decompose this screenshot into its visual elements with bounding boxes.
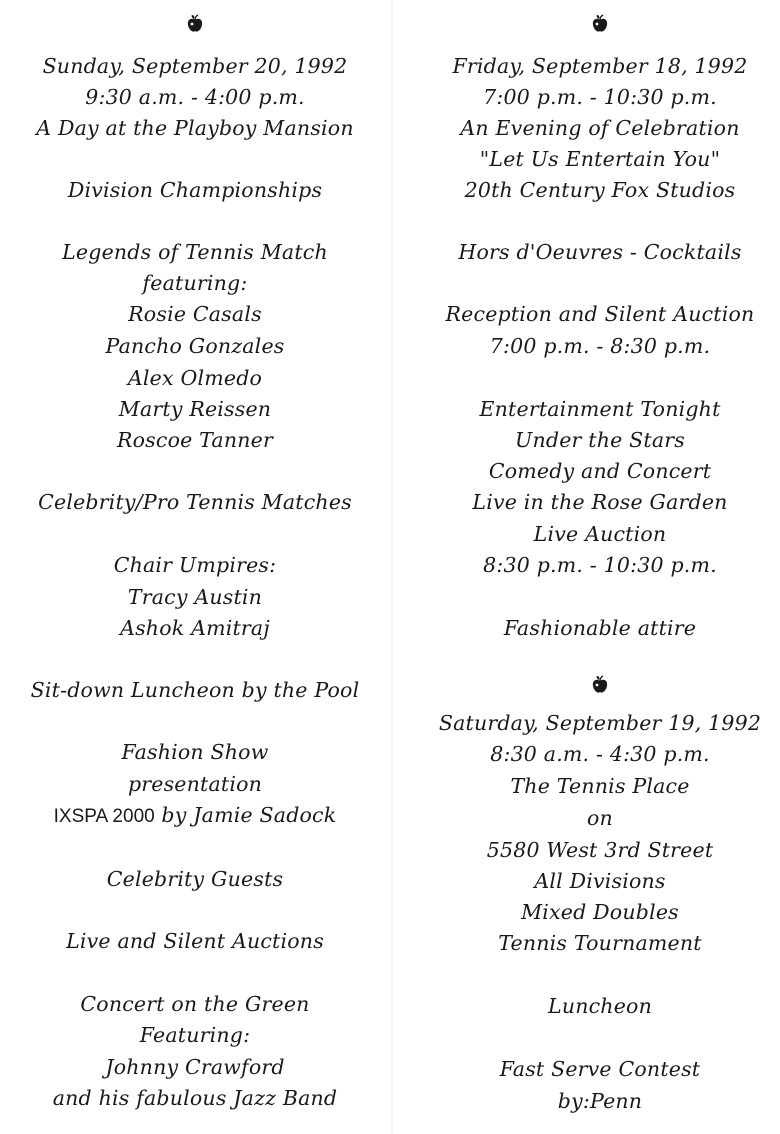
dress-code: Fashionable attire xyxy=(503,616,697,640)
legend-player: Pancho Gonzales xyxy=(105,334,285,358)
page-fold-divider xyxy=(391,0,393,1134)
hors-doeuvres: Hors d'Oeuvres - Cocktails xyxy=(458,240,742,264)
reception-auction: Reception and Silent Auction xyxy=(445,302,755,326)
legend-player: Roscoe Tanner xyxy=(116,428,273,452)
apple-icon xyxy=(591,14,609,34)
reception-time: 7:00 p.m. - 8:30 p.m. xyxy=(489,334,711,358)
comedy-concert: Comedy and Concert xyxy=(488,459,712,483)
legend-player: Marty Reissen xyxy=(118,397,272,421)
rose-garden: Live in the Rose Garden xyxy=(472,490,728,514)
friday-title: An Evening of Celebration xyxy=(460,116,740,140)
concert-on-green: Concert on the Green xyxy=(80,992,310,1016)
legend-player: Alex Olmedo xyxy=(127,366,263,390)
saturday-time: 8:30 a.m. - 4:30 p.m. xyxy=(490,742,710,766)
concert-featuring: Featuring: xyxy=(139,1023,251,1047)
fashion-presentation: presentation xyxy=(127,772,263,796)
under-the-stars: Under the Stars xyxy=(515,428,685,452)
ixspa-brand: IXSPA 2000 xyxy=(53,806,155,827)
friday-time: 7:00 p.m. - 10:30 p.m. xyxy=(483,85,717,109)
tennis-tournament: Tennis Tournament xyxy=(498,931,702,955)
saturday-on: on xyxy=(587,806,613,830)
saturday-venue: The Tennis Place xyxy=(510,774,690,798)
sunday-title: A Day at the Playboy Mansion xyxy=(36,116,354,140)
friday-date: Friday, September 18, 1992 xyxy=(452,54,748,78)
mixed-doubles: Mixed Doubles xyxy=(521,900,679,924)
chair-umpires-label: Chair Umpires: xyxy=(113,553,277,577)
legends-match: Legends of Tennis Match xyxy=(62,240,328,264)
fashion-show: Fashion Show xyxy=(121,740,269,764)
fast-serve-contest: Fast Serve Contest xyxy=(499,1057,701,1081)
live-auction: Live Auction xyxy=(533,522,667,546)
fashion-designer xyxy=(0,803,390,829)
live-silent-auctions: Live and Silent Auctions xyxy=(66,929,324,953)
sunday-date: Sunday, September 20, 1992 xyxy=(42,54,348,78)
umpire-name: Tracy Austin xyxy=(127,585,263,609)
live-auction-time: 8:30 p.m. - 10:30 p.m. xyxy=(483,553,717,577)
friday-venue: 20th Century Fox Studios xyxy=(464,178,736,202)
concert-band: and his fabulous Jazz Band xyxy=(52,1086,338,1110)
saturday-date: Saturday, September 19, 1992 xyxy=(438,711,762,735)
concert-performer: Johnny Crawford xyxy=(105,1055,285,1079)
friday-subtitle: "Let Us Entertain You" xyxy=(479,147,721,171)
apple-icon xyxy=(186,14,204,34)
umpire-name: Ashok Amitraj xyxy=(120,616,270,640)
sunday-time: 9:30 a.m. - 4:00 p.m. xyxy=(85,85,305,109)
legends-featuring: featuring: xyxy=(142,271,248,295)
apple-icon xyxy=(591,675,609,695)
contest-sponsor: by:Penn xyxy=(557,1089,643,1113)
luncheon-by-pool: Sit-down Luncheon by the Pool xyxy=(30,678,360,702)
celebrity-pro-matches: Celebrity/Pro Tennis Matches xyxy=(38,490,352,514)
all-divisions: All Divisions xyxy=(534,869,666,893)
saturday-address: 5580 West 3rd Street xyxy=(486,838,714,862)
designer-credit: by Jamie Sadock xyxy=(154,803,337,827)
entertainment-tonight: Entertainment Tonight xyxy=(479,397,721,421)
celebrity-guests: Celebrity Guests xyxy=(106,867,284,891)
legend-player: Rosie Casals xyxy=(128,302,262,326)
division-championships: Division Championships xyxy=(67,178,323,202)
saturday-luncheon: Luncheon xyxy=(548,994,652,1018)
